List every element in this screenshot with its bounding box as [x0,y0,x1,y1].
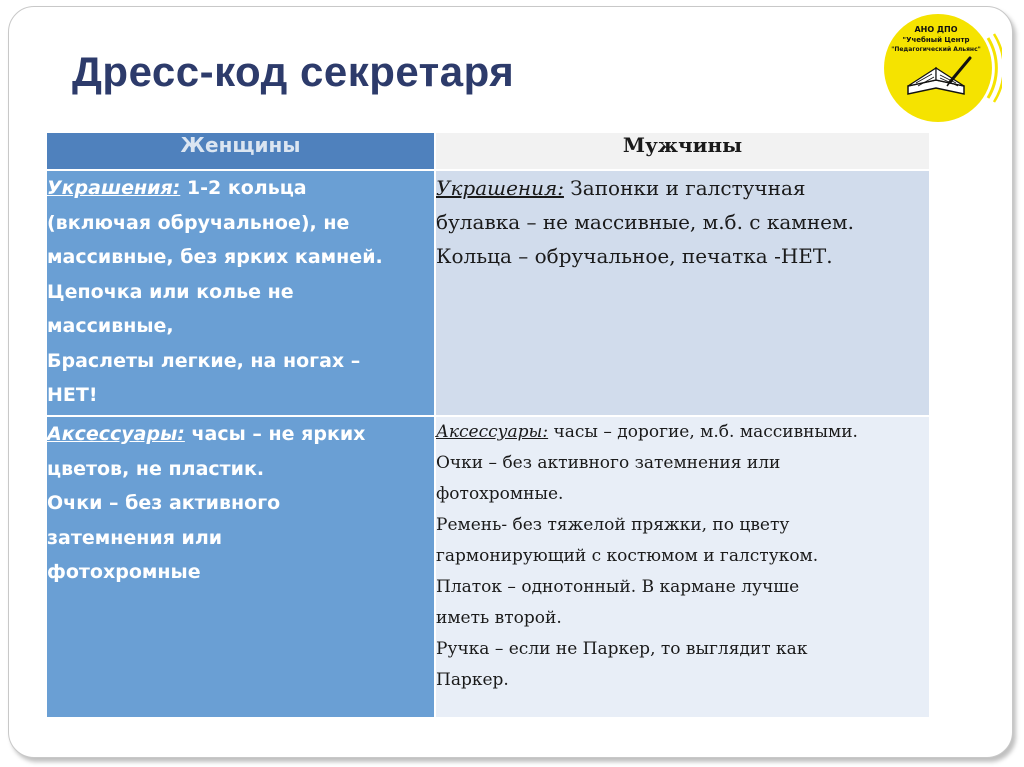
open-book-pen-icon [878,8,1002,132]
header-women: Женщины [47,133,436,171]
men-accessories-text-1: часы – дорогие, м.б. массивными. [548,422,858,442]
men-accessories-line-2: Очки – без активного затемнения или [436,453,781,473]
men-accessories-line-3: фотохромные. [436,484,564,504]
men-jewelry-text-1: Запонки и галстучная [563,176,806,200]
men-accessories-line-8: Ручка – если не Паркер, то выглядит как [436,639,808,659]
women-accessories-text-1: часы – не ярких [184,423,366,445]
men-jewelry-line-2: булавка – не массивные, м.б. с камнем. [436,210,854,234]
organization-logo [878,8,1002,132]
women-accessories-line-3: Очки – без активного [47,492,281,514]
men-accessories-line-9: Паркер. [436,670,509,690]
cell-women-accessories [47,417,436,717]
logo-line-2: "Учебный Центр [902,36,970,44]
cell-men-accessories [436,417,929,717]
men-accessories-line-4: Ремень- без тяжелой пряжки, по цвету [436,515,790,535]
women-jewelry-line-3: массивные, без ярких камней. [47,246,383,268]
logo-line-3: "Педагогический Альянс" [891,46,981,53]
logo-line-1: АНО ДПО [914,25,958,34]
cell-men-jewelry [436,171,929,417]
women-accessories-line-1 [47,417,434,452]
women-jewelry-line-5: массивные, [47,315,174,337]
slide-title: Дресс-код секретаря [72,48,515,95]
women-jewelry-line-2: (включая обручальное), не [47,211,350,234]
women-jewelry-line-4: Цепочка или колье не [47,280,294,303]
men-accessories-label: Аксессуары: [436,422,549,442]
women-jewelry-line-6: Браслеты легкие, на ногах – [47,349,361,372]
women-jewelry-label: Украшения: [47,177,181,199]
women-accessories-label: Аксессуары: [47,423,185,445]
women-jewelry-line-7: НЕТ! [47,384,98,406]
men-jewelry-line-1 [436,171,929,205]
women-accessories-line-2: цветов, не пластик. [47,457,265,480]
women-accessories-line-5: фотохромные [47,561,201,583]
table-row-jewelry [47,171,929,417]
men-jewelry-line-3: Кольца – обручальное, печатка -НЕТ. [436,244,833,268]
women-accessories-line-4: затемнения или [47,526,223,549]
men-accessories-line-6: Платок – однотонный. В кармане лучше [436,577,800,597]
men-accessories-line-5: гармонирующий с костюмом и галстуком. [436,546,819,566]
dress-code-table [47,133,929,717]
men-accessories-line-1 [436,417,929,448]
cell-women-jewelry [47,171,436,417]
women-jewelry-line-1 [47,171,434,206]
header-men: Мужчины [436,133,929,171]
table-row-accessories [47,417,929,717]
women-jewelry-text-1: 1-2 кольца [180,177,307,199]
men-accessories-line-7: иметь второй. [436,608,562,628]
men-jewelry-label: Украшения: [436,176,564,200]
